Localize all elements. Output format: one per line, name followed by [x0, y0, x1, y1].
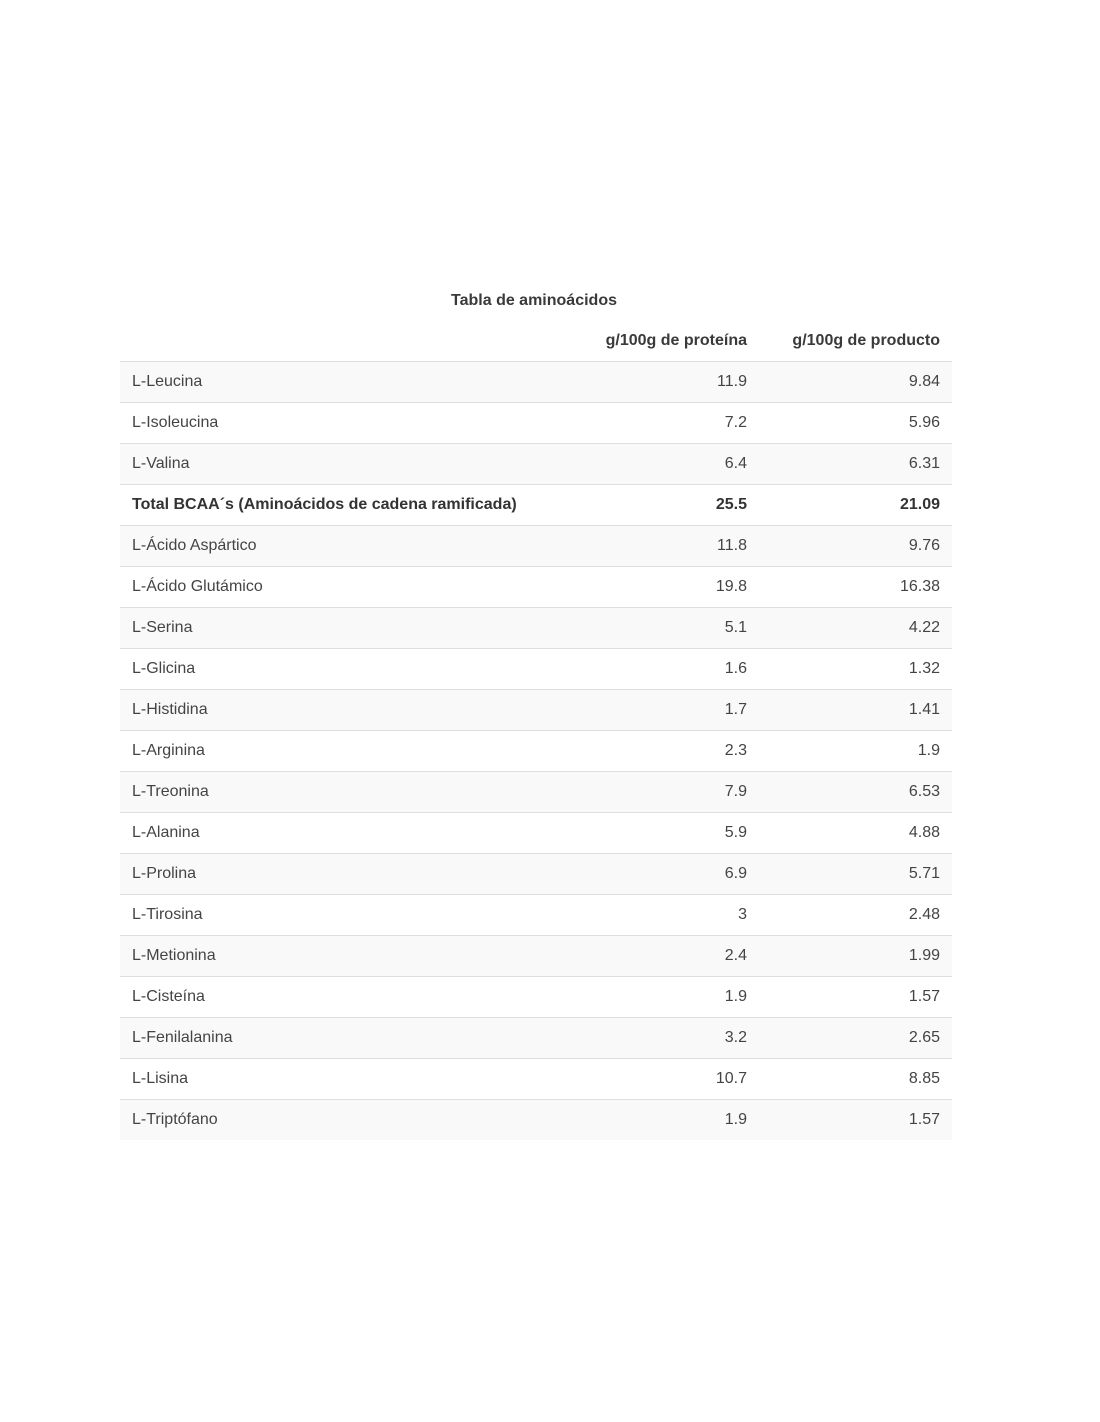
amino-acid-name: L-Lisina	[120, 1059, 572, 1100]
product-value: 4.88	[759, 813, 952, 854]
protein-value: 11.8	[572, 526, 759, 567]
protein-value: 6.9	[572, 854, 759, 895]
protein-value: 1.6	[572, 649, 759, 690]
protein-value: 10.7	[572, 1059, 759, 1100]
protein-value: 3.2	[572, 1018, 759, 1059]
table-row	[120, 362, 952, 403]
product-value: 4.22	[759, 608, 952, 649]
table-row	[120, 977, 952, 1018]
table-row	[120, 1018, 952, 1059]
table-header-row	[120, 320, 952, 362]
product-value: 5.96	[759, 403, 952, 444]
header-name	[120, 320, 572, 362]
product-value: 1.99	[759, 936, 952, 977]
product-value: 2.48	[759, 895, 952, 936]
amino-acid-name: L-Fenilalanina	[120, 1018, 572, 1059]
table-row	[120, 690, 952, 731]
amino-acid-table	[120, 320, 952, 1140]
amino-acid-name: L-Tirosina	[120, 895, 572, 936]
table-row	[120, 936, 952, 977]
table-row	[120, 526, 952, 567]
table-row	[120, 1100, 952, 1141]
amino-acid-name: L-Treonina	[120, 772, 572, 813]
header-protein: g/100g de proteína	[572, 320, 759, 362]
protein-value: 5.1	[572, 608, 759, 649]
product-value: 1.41	[759, 690, 952, 731]
product-value: 9.76	[759, 526, 952, 567]
product-value: 6.53	[759, 772, 952, 813]
amino-acid-name: L-Triptófano	[120, 1100, 572, 1141]
protein-value: 25.5	[572, 485, 759, 526]
product-value: 5.71	[759, 854, 952, 895]
table-row	[120, 403, 952, 444]
table-row	[120, 1059, 952, 1100]
table-row	[120, 813, 952, 854]
amino-acid-name: L-Ácido Glutámico	[120, 567, 572, 608]
amino-acid-name: L-Glicina	[120, 649, 572, 690]
amino-acid-name: L-Prolina	[120, 854, 572, 895]
amino-acid-name: L-Cisteína	[120, 977, 572, 1018]
table-row	[120, 444, 952, 485]
product-value: 16.38	[759, 567, 952, 608]
amino-acid-name: L-Arginina	[120, 731, 572, 772]
amino-acid-name: L-Metionina	[120, 936, 572, 977]
product-value: 8.85	[759, 1059, 952, 1100]
product-value: 1.32	[759, 649, 952, 690]
table-row	[120, 567, 952, 608]
amino-acid-name: L-Alanina	[120, 813, 572, 854]
protein-value: 7.9	[572, 772, 759, 813]
table-row-total	[120, 485, 952, 526]
amino-acid-name: L-Isoleucina	[120, 403, 572, 444]
table-caption: Tabla de aminoácidos	[451, 292, 617, 309]
amino-acid-name: L-Histidina	[120, 690, 572, 731]
protein-value: 2.4	[572, 936, 759, 977]
protein-value: 1.7	[572, 690, 759, 731]
amino-acid-table-container	[120, 282, 952, 1140]
table-row	[120, 895, 952, 936]
amino-acid-name: Total BCAA´s (Aminoácidos de cadena ramificada)	[120, 485, 572, 526]
protein-value: 1.9	[572, 1100, 759, 1141]
protein-value: 3	[572, 895, 759, 936]
table-row	[120, 854, 952, 895]
product-value: 1.57	[759, 1100, 952, 1141]
amino-acid-name: L-Valina	[120, 444, 572, 485]
protein-value: 1.9	[572, 977, 759, 1018]
amino-acid-name: L-Ácido Aspártico	[120, 526, 572, 567]
amino-acid-name: L-Serina	[120, 608, 572, 649]
product-value: 2.65	[759, 1018, 952, 1059]
table-row	[120, 772, 952, 813]
table-row	[120, 731, 952, 772]
product-value: 9.84	[759, 362, 952, 403]
protein-value: 19.8	[572, 567, 759, 608]
product-value: 1.57	[759, 977, 952, 1018]
table-row	[120, 649, 952, 690]
protein-value: 11.9	[572, 362, 759, 403]
protein-value: 6.4	[572, 444, 759, 485]
protein-value: 5.9	[572, 813, 759, 854]
header-product: g/100g de producto	[759, 320, 952, 362]
protein-value: 2.3	[572, 731, 759, 772]
amino-acid-name: L-Leucina	[120, 362, 572, 403]
product-value: 1.9	[759, 731, 952, 772]
product-value: 21.09	[759, 485, 952, 526]
product-value: 6.31	[759, 444, 952, 485]
table-row	[120, 608, 952, 649]
protein-value: 7.2	[572, 403, 759, 444]
